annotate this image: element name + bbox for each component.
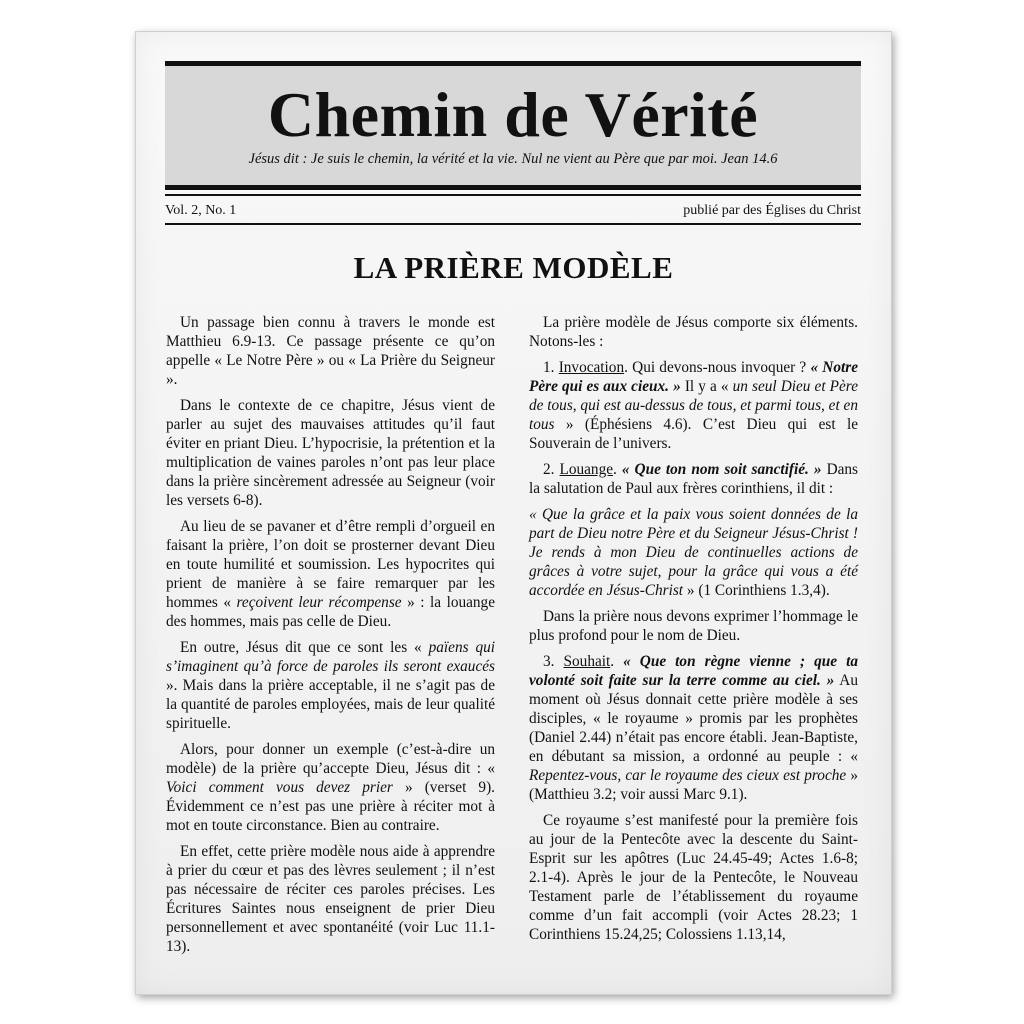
element-invocation: 1. Invocation. Qui devons-nous invoquer ? « Notre Père qui es aux cieux. » Il y a « un seul Dieu et Père de tous, qui est au-dessus de tous, et parmi tous, et en tous » (Éphésiens 4.6). C’est Dieu qui est le Souverain de l’univers. (529, 359, 858, 452)
paragraph: Au lieu de se pavaner et d’être rempli d’orgueil en faisant la prière, l’on doit se prosterner devant Dieu en toute humilité et soumission. Les hypocrites qui prient de manière à se faire remarquer par les hommes « reçoivent leur récompense » : la louange des hommes, mais pas celle de Dieu. (166, 518, 495, 630)
paragraph: Dans la prière nous devons exprimer l’hommage le plus profond pour le nom de Dieu. (529, 608, 858, 644)
element-souhait: 3. Souhait. « Que ton règne vienne ; que ta volonté soit faite sur la terre comme au ciel. » Au moment où Jésus donnait cette prière modèle à ses disciples, « le royaume » promis par les prophètes (Daniel 2.44) n’était pas encore établi. Jean-Baptiste, en débutant sa mission, a ordonné au peuple : « Repentez-vous, car le royaume des cieux est proche » (Matthieu 3.2; voir aussi Marc 9.1). (529, 653, 858, 803)
infobar-bottom-rule (165, 223, 861, 225)
tagline: Jésus dit : Je suis le chemin, la vérité et la vie. Nul ne vient au Père que par moi. Jean 14.6 (248, 151, 778, 167)
paragraph: Ce royaume s’est manifesté pour la première fois au jour de la Pentecôte avec la descente du Saint-Esprit sur les apôtres (Luc 24.45-49; Actes 1.6-8; 2.1-4). Après le jour de la Pentecôte, le Nouveau Testament parle de l’établissement du royaume comme d’un fait accompli (voir Actes 28.23; 1 Corinthiens 15.24,25; Colossiens 1.13,14, (529, 812, 858, 943)
paragraph: Dans le contexte de ce chapitre, Jésus vient de parler au sujet des mauvaises attitudes qu’il faut éviter en priant Dieu. L’hypocrisie, la prétention et la multiplication de vaines paroles n’ont pas leur place dans la prière sincèrement adressée au Seigneur (voir les versets 6-8). (166, 397, 495, 509)
paragraph: En effet, cette prière modèle nous aide à apprendre à prier du cœur et pas des lèvres seulement ; il n’est pas nécessaire de réciter ces paroles précises. Les Écritures Saintes nous enseignent de prier Dieu personnellement et avec spontanéité (voir Luc 11.1-13). (166, 843, 495, 955)
paragraph: La prière modèle de Jésus comporte six éléments. Notons-les : (529, 314, 858, 350)
paragraph: Un passage bien connu à travers le monde est Matthieu 6.9-13. Ce passage présente ce qu’on appelle « Le Notre Père » ou « La Prière du Seigneur ». (166, 314, 495, 388)
masthead (165, 61, 861, 225)
paragraph: Alors, pour donner un exemple (c’est-à-dire un modèle) de la prière qu’accepte Dieu, Jésus dit : « Voici comment vous devez prier » (verset 9). Évidemment ce n’est pas une prière à réciter mot à mot en toute circonstance. Bien au contraire. (166, 741, 495, 834)
right-column (529, 313, 858, 951)
title-banner (165, 66, 861, 185)
article-headline: LA PRIÈRE MODÈLE (353, 250, 674, 285)
left-column (166, 313, 495, 963)
newsletter-page (135, 31, 892, 995)
paragraph: En outre, Jésus dit que ce sont les « païens qui s’imaginent qu’à force de paroles ils seront exaucés ». Mais dans la prière acceptable, il ne s’agit pas de la quantité de paroles employées, mais de leur qualité spirituelle. (166, 639, 495, 732)
newsletter-title: Chemin de Vérité (267, 79, 759, 150)
block-quote: « Que la grâce et la paix vous soient données de la part de Dieu notre Père et du Seigneur Jésus-Christ ! Je rends à mon Dieu de continuelles actions de grâces à votre sujet, pour la grâce qui vous a été accordée en Jésus-Christ » (1 Corinthiens 1.3,4). (529, 506, 858, 599)
element-louange: 2. Louange. « Que ton nom soit sanctifié. » Dans la salutation de Paul aux frères corinthiens, il dit : (529, 461, 859, 497)
issue-info-bar (165, 196, 861, 223)
volume-number: Vol. 2, No. 1 (165, 203, 237, 218)
publisher: publié par des Églises du Christ (683, 203, 861, 218)
